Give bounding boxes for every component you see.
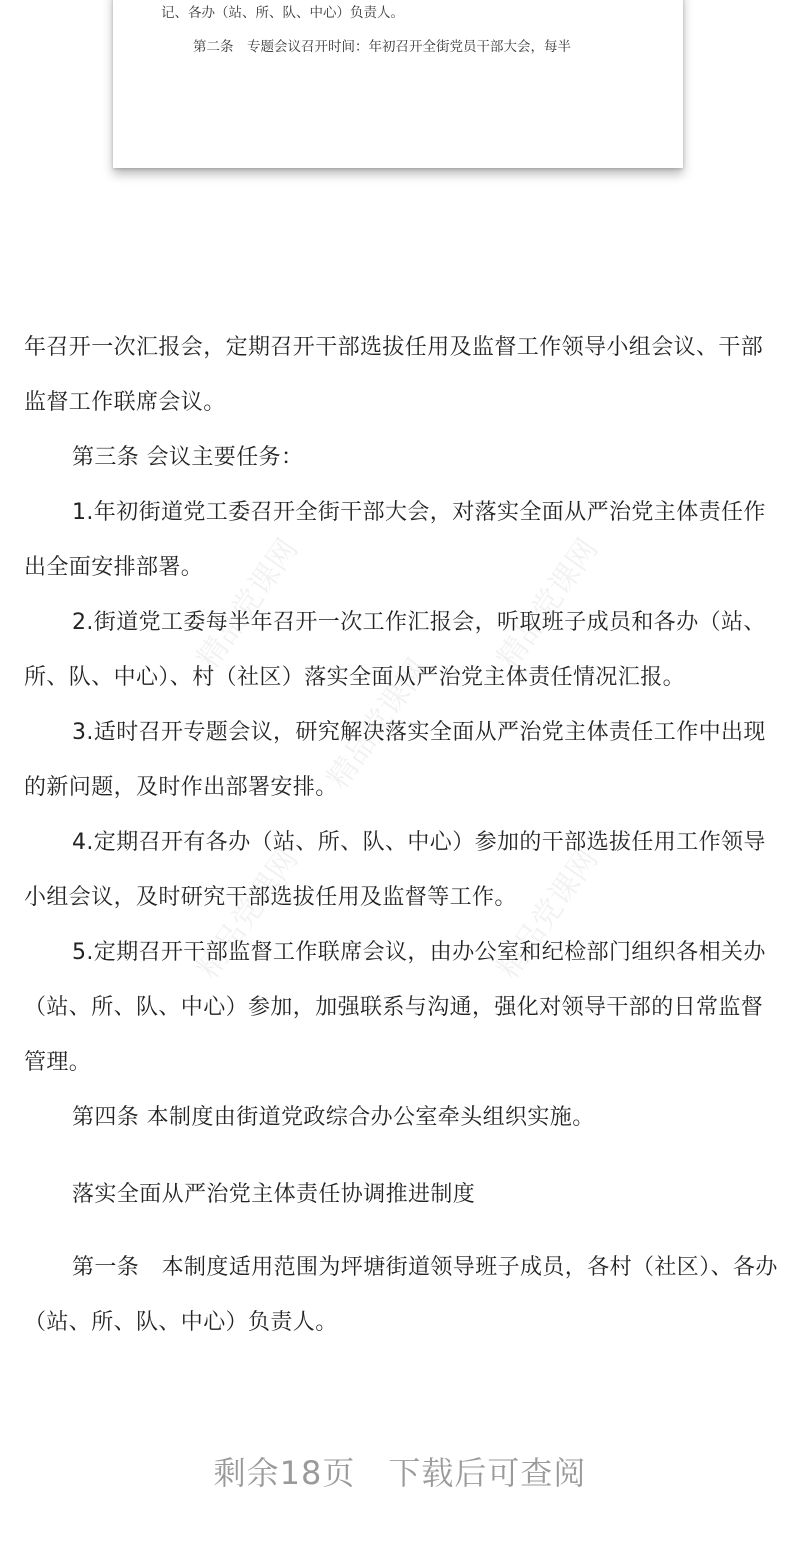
list-item: 5.定期召开干部监督工作联席会议，由办公室和纪检部门组织各相关办（站、所、队、中心）参加，加强联系与沟通，强化对领导干部的日常监督管理。 <box>24 940 766 1075</box>
watermark: 精品党课网 <box>190 842 306 986</box>
list-item: 4.定期召开有各办（站、所、队、中心）参加的干部选拔任用工作领导小组会议，及时研究干部选拔任用及监督等工作。 <box>24 830 766 910</box>
article-heading: 第三条 会议主要任务： <box>72 445 304 470</box>
list-item: 1.年初街道党工委召开全街干部大会，对落实全面从严治党主体责任作出全面安排部署。 <box>24 500 766 580</box>
article-paragraph: 第一条 本制度适用范围为坪塘街道领导班子成员，各村（社区）、各办（站、所、队、中心）负责人。 <box>24 1255 778 1335</box>
watermark: 精品党课网 <box>490 532 606 676</box>
watermark: 精品党课网 <box>490 842 606 986</box>
body-paragraph: 年召开一次汇报会，定期召开干部选拔任用及监督工作领导小组会议、干部监督工作联席会议。 <box>24 335 764 415</box>
document-body <box>24 320 784 1350</box>
list-item: 2.街道党工委每半年召开一次工作汇报会，听取班子成员和各办（站、所、队、中心）、村（社区）落实全面从严治党主体责任情况汇报。 <box>24 610 766 690</box>
watermark: 精品党课网 <box>320 652 436 796</box>
article-paragraph: 第四条 本制度由街道党政综合办公室牵头组织实施。 <box>72 1105 595 1130</box>
watermark: 精品党课网 <box>190 532 306 676</box>
remaining-pages-notice[interactable]: 剩余18页 下载后可查阅 <box>213 1454 587 1492</box>
list-item: 3.适时召开专题会议，研究解决落实全面从严治党主体责任工作中出现的新问题，及时作出部署安排。 <box>24 720 766 800</box>
preview-text-line: 第二条 专题会议召开时间：年初召开全街党员干部大会，每半 <box>193 39 571 55</box>
preview-text-line: 记、各办（站、所、队、中心）负责人。 <box>161 5 404 21</box>
section-title: 落实全面从严治党主体责任协调推进制度 <box>72 1182 476 1207</box>
document-preview-card <box>113 0 683 168</box>
